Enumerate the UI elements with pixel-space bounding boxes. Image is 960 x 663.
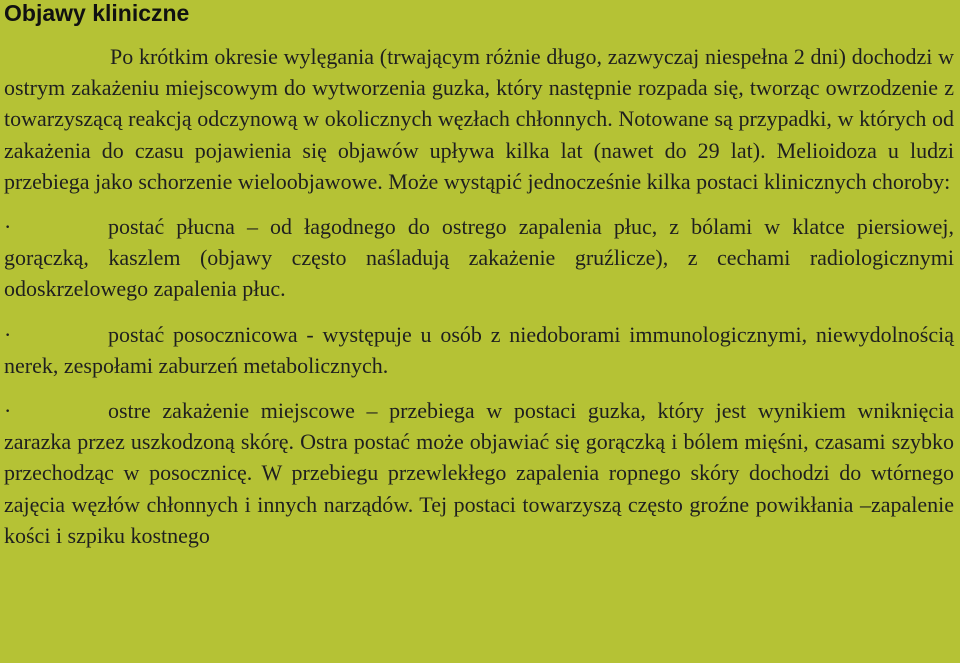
spacer [4,197,954,211]
bullet-dot-icon: · [4,214,12,240]
intro-paragraph: Po krótkim okresie wylęgania (trwającym różnie długo, zazwyczaj niespełna 2 dni) dochodzi w ostrym zakażeniu miejscowym do wytworzenia guzka, który następnie rozpada się, tworząc owrzodzenie z towarzyszącą reakcją odczynową w okolicznych węzłach chłonnych. Notowane są przypadki, w których od zakażenia do czasu pojawienia się objawów upływa kilka lat (nawet do 29 lat). Melioidoza u ludzi przebiega jako schorzenie wieloobjawowe. Może wystąpić jednocześnie kilka postaci klinicznych choroby: [4,44,954,194]
bullet-text: postać posocznicowa - występuje u osób z niedoborami immunologicznymi, niewydolnością nerek, zespołami zaburzeń metabolicznych. [4,321,954,378]
spacer [4,305,954,319]
bullet-text: postać płucna – od łagodnego do ostrego zapalenia płuc, z bólami w klatce piersiowej, gorączką, kaszlem (objawy często naśladują zakażenie gruźlicze), z cechami radiologicznymi odoskrzelowego zapalenia płuc. [4,214,954,302]
bullet-dot-icon: · [4,398,12,424]
bullet-septic [4,319,954,381]
bullet-pulmonary [4,211,954,305]
spacer [4,381,954,395]
bullet-text: ostre zakażenie miejscowe – przebiega w postaci guzka, który jest wynikiem wniknięcia zarazka przez uszkodzoną skórę. Ostra postać może objawiać się gorączką i bólem mięśni, czasami szybko przechodząc w posocznicę. W przebiegu przewlekłego zapalenia ropnego skóry dochodzi do wtórnego zajęcia węzłów chłonnych i innych narządów. Tej postaci towarzyszą często groźne powikłania –zapalenie kości i szpiku kostnego [4,398,954,548]
slide-title: Objawy kliniczne [4,0,190,26]
bullet-dot-icon: · [4,321,12,347]
slide-content [4,41,954,551]
bullet-local [4,395,954,551]
